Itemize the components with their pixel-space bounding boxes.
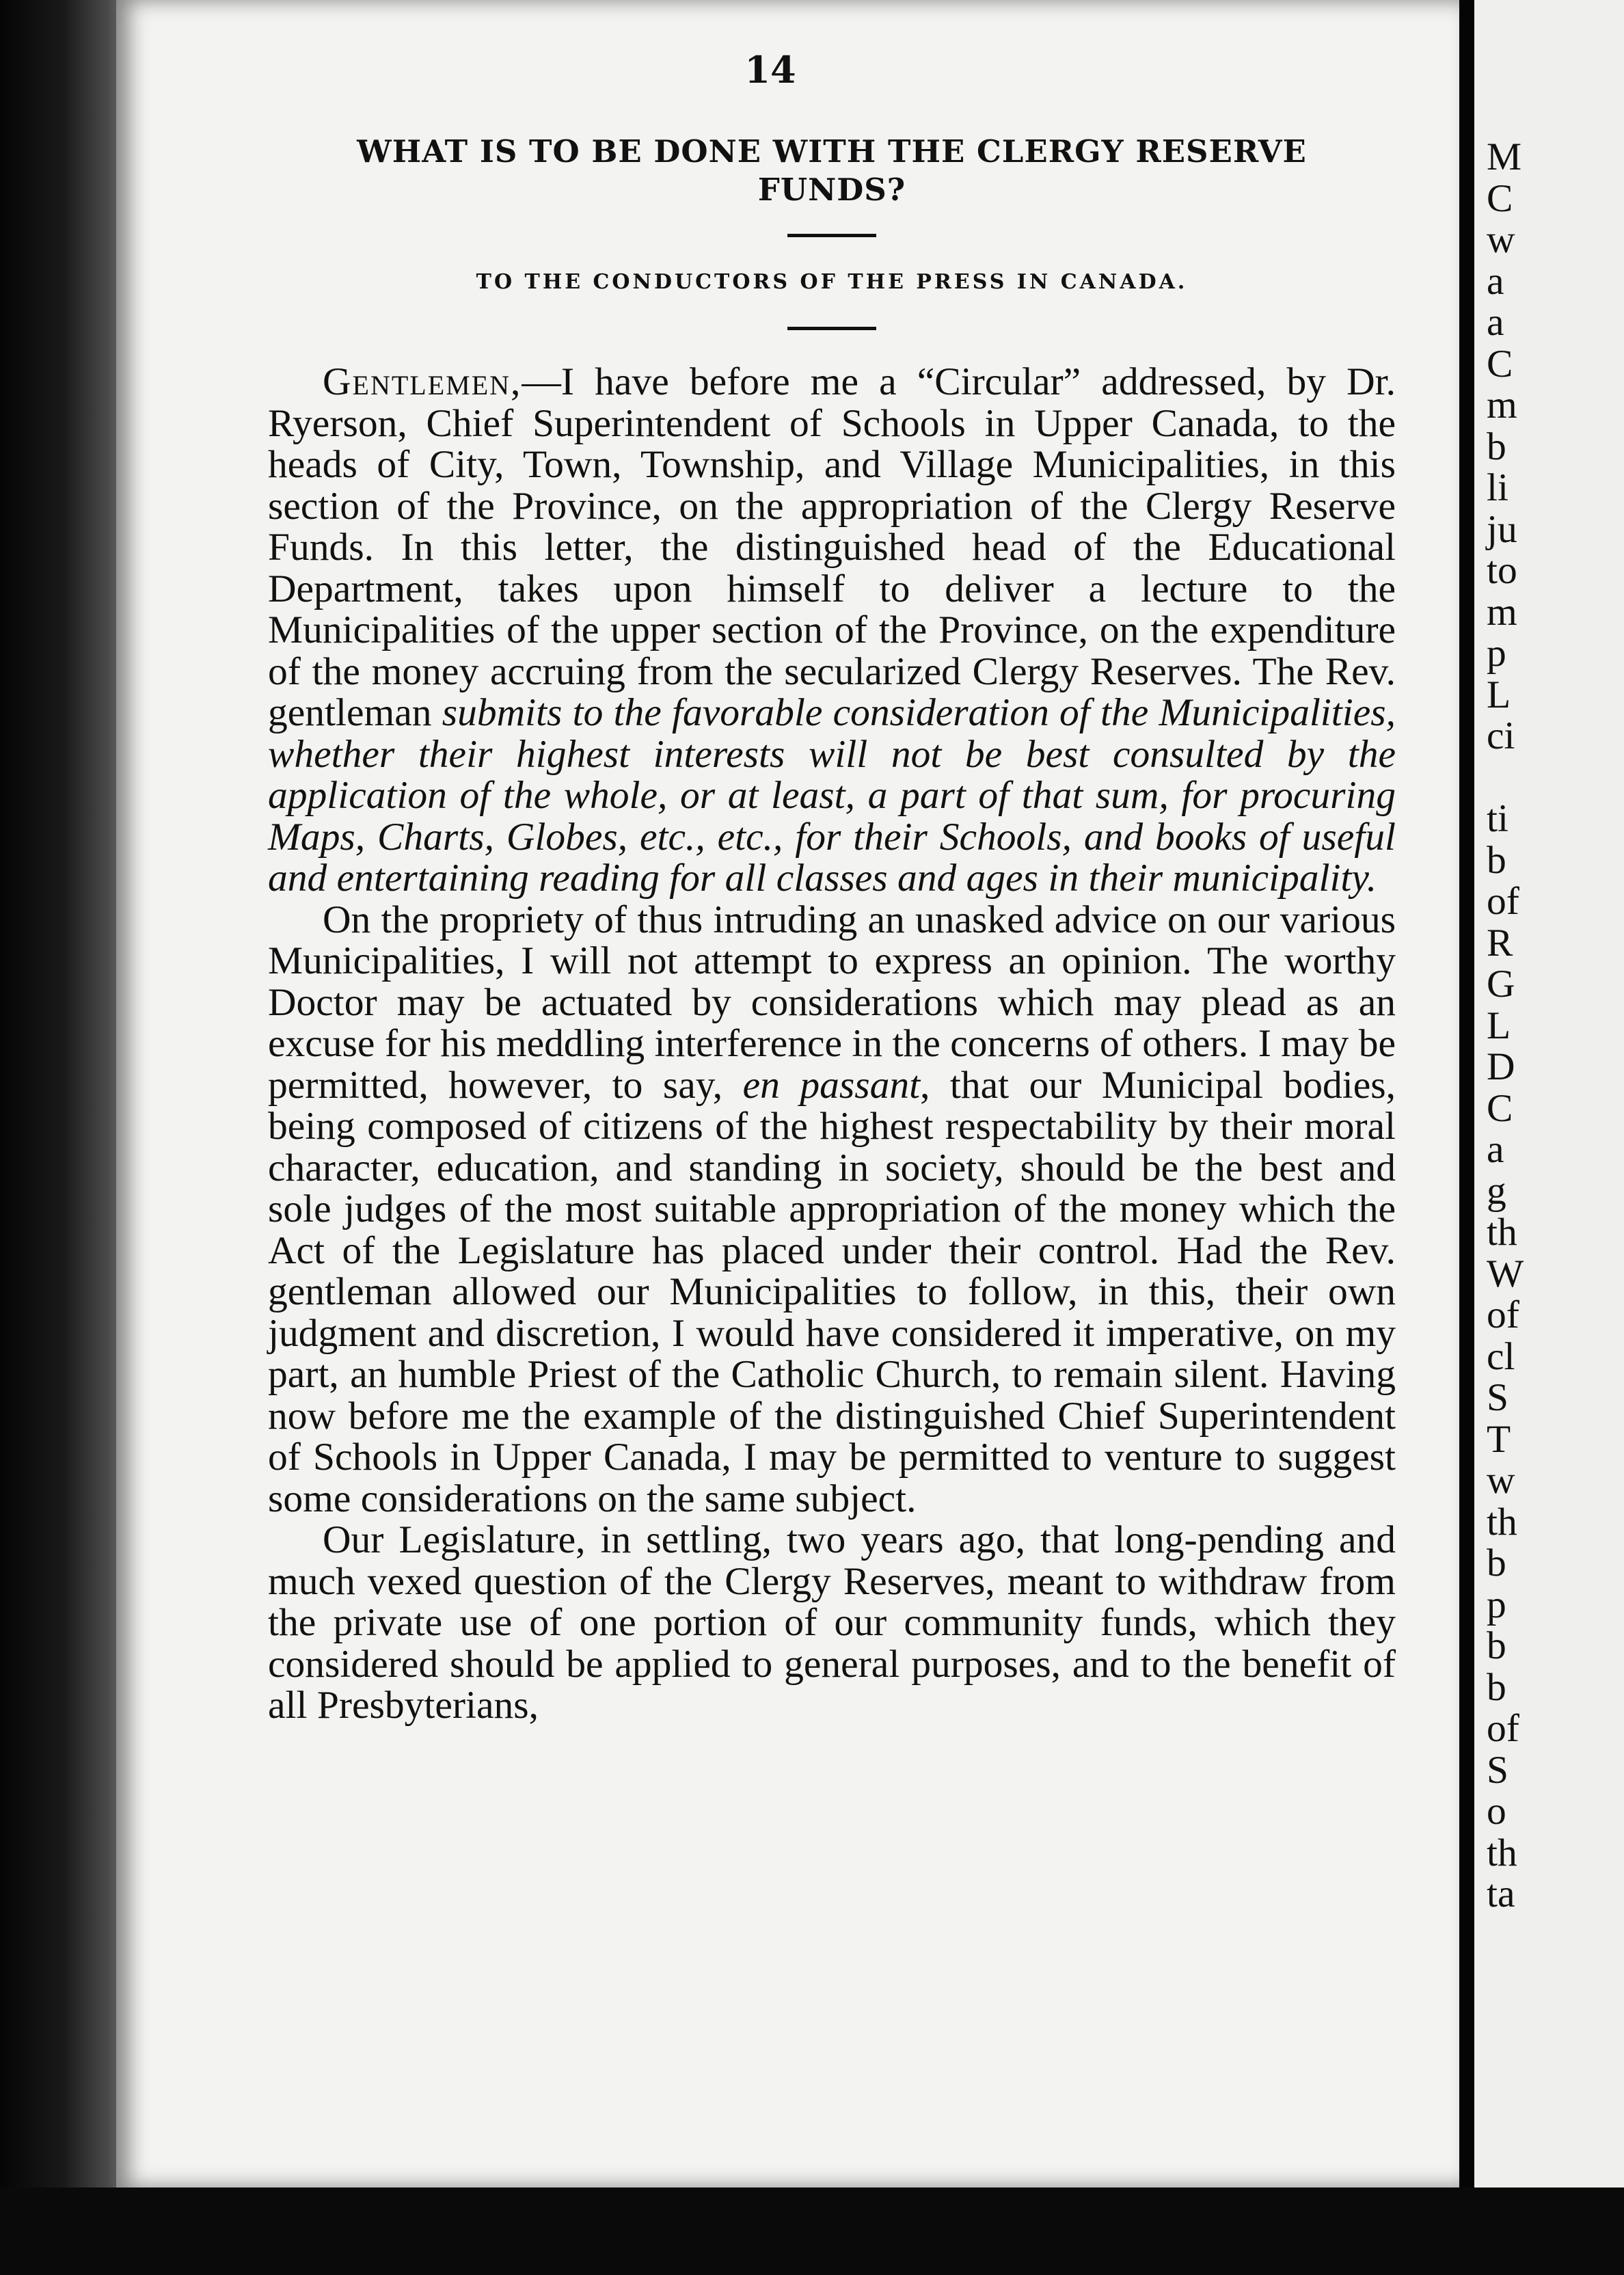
paragraph-2-italic: en passant <box>742 1063 921 1107</box>
facing-line: C <box>1487 176 1513 220</box>
facing-line: w <box>1487 1459 1515 1502</box>
article-heading <box>268 133 1396 209</box>
paragraph-3: Our Legislature, in settling, two years ago, that long-pending and much vexed question of the Clergy Reserves, meant to withdraw from the private use of one portion of our community funds, which they considered should be applied to general purposes, and to the benefit of all Presbyterians, <box>268 1518 1396 1727</box>
facing-line: of <box>1487 880 1519 923</box>
facing-line: ti <box>1487 797 1508 840</box>
facing-line: ci <box>1487 714 1515 757</box>
facing-line: o <box>1487 1790 1506 1833</box>
paragraph-1-text: —I have before me a “Circular” addressed, by Dr. Ryerson, Chief Superintendent of Schools in Upper Canada, to the heads of City, Town, Township, and Village Municipalities, in this section of the Province, on the appropriation of the Clergy Reserve Funds. In this letter, the distinguished head of the Educational Department, takes upon himself to deliver a lecture to the Municipalities of the upper section of the Province, on the expenditure of the money accruing from the secularized Clergy Reserves. The Rev. gentleman <box>268 360 1396 734</box>
facing-line <box>1474 757 1624 799</box>
heading-line-2: FUNDS? <box>757 172 906 208</box>
facing-line: D <box>1487 1045 1515 1088</box>
facing-line: th <box>1487 1211 1517 1254</box>
facing-line: W <box>1487 1252 1524 1295</box>
facing-line: m <box>1487 590 1517 634</box>
page-content <box>268 48 1396 1727</box>
paragraph-2-text-b: , that our Municipal bodies, being composed of citizens of the highest respectability by their moral character, education, and standing in society, should be the best and sole judges of the most suitable appropriation of the money which the Act of the Legislature has placed under their control. Had the Rev. gentleman allowed our Municipalities to follow, in this, their own judgment and discretion, I would have considered it imperative, on my part, an humble Priest of the Catholic Church, to remain silent. Having now before me the example of the distinguished Chief Superintendent of Schools in Upper Canada, I may be permitted to venture to suggest some considerations on the same subject. <box>268 1063 1396 1520</box>
facing-line: b <box>1487 838 1506 882</box>
facing-line: C <box>1487 342 1513 386</box>
facing-line: L <box>1487 673 1511 716</box>
facing-line: L <box>1487 1004 1511 1047</box>
facing-line: a <box>1487 301 1504 344</box>
facing-line: of <box>1487 1293 1519 1336</box>
facing-line: C <box>1487 1086 1513 1130</box>
facing-line: of <box>1487 1707 1519 1750</box>
facing-line: li <box>1487 466 1508 509</box>
facing-line: g <box>1487 1169 1506 1213</box>
facing-line: p <box>1487 632 1506 675</box>
article-subheading: TO THE CONDUCTORS OF THE PRESS IN CANADA. <box>476 270 1188 294</box>
facing-line: a <box>1487 259 1504 303</box>
facing-line: m <box>1487 383 1517 427</box>
salutation: Gentlemen, <box>323 360 522 403</box>
page-gutter <box>1459 0 1474 2275</box>
facing-page-lines <box>1474 0 1624 1915</box>
facing-line: S <box>1487 1376 1508 1419</box>
heading-line-1: WHAT IS TO BE DONE WITH THE CLERGY RESERVE <box>357 133 1307 170</box>
facing-line: G <box>1487 962 1515 1006</box>
scan-bottom-band <box>0 2188 1624 2275</box>
paragraph-1-quote: submits to the favorable consideration of the Municipalities, whether their highest interests will not be best consulted by the application of the whole, or at least, a part of that sum, for procuring Maps, Charts, Globes, etc., etc., for their Schools, and books of useful and entertaining reading for all classes and ages in their municipality. <box>268 691 1396 900</box>
facing-line: a <box>1487 1128 1504 1171</box>
facing-line: th <box>1487 1500 1517 1544</box>
article-body <box>268 362 1396 1727</box>
facing-line: th <box>1487 1831 1517 1874</box>
facing-line: b <box>1487 1542 1506 1585</box>
facing-line: cl <box>1487 1334 1515 1378</box>
facing-line: to <box>1487 549 1517 592</box>
paragraph-2-text-a: On the propriety of thus intruding an unasked advice on our various Municipalities, I will not attempt to express an opinion. The worthy Doctor may be actuated by considerations which may plead as an excuse for his meddling interference in the concerns of others. I may be permitted, however, to say, <box>268 898 1396 1107</box>
divider-rule-bottom <box>787 327 876 330</box>
facing-line: w <box>1487 218 1515 261</box>
paragraph-1 <box>268 362 1396 900</box>
facing-line: M <box>1487 135 1522 178</box>
facing-line: b <box>1487 1665 1506 1709</box>
facing-line: ju <box>1487 507 1517 551</box>
facing-line: T <box>1487 1417 1511 1461</box>
facing-line: b <box>1487 1624 1506 1667</box>
facing-line: b <box>1487 425 1506 468</box>
divider-rule-top <box>787 234 876 237</box>
facing-page-edge <box>1474 0 1624 2188</box>
facing-line: ta <box>1487 1872 1515 1915</box>
facing-line: p <box>1487 1583 1506 1626</box>
facing-line: S <box>1487 1748 1508 1792</box>
book-page <box>116 0 1459 2188</box>
facing-line: R <box>1487 921 1513 965</box>
paragraph-2 <box>268 900 1396 1520</box>
page-number: 14 <box>744 48 796 92</box>
